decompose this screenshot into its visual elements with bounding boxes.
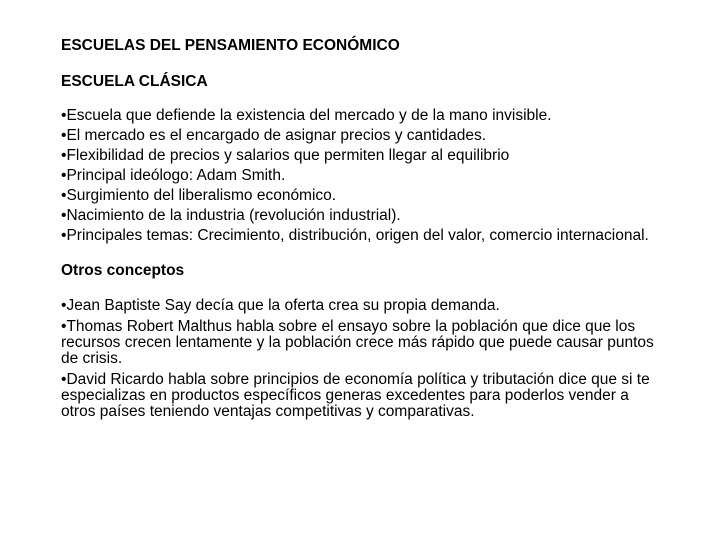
- list-item: [61, 208, 661, 224]
- bullet-dot: •: [61, 371, 67, 388]
- list-item-text: El mercado es el encargado de asignar precios y cantidades.: [66, 127, 487, 144]
- otros-bullet-list: [61, 298, 661, 420]
- list-item: [61, 228, 661, 244]
- slide-content: [61, 30, 661, 425]
- clasica-bullet-list: [61, 108, 661, 244]
- list-item-text: Surgimiento del liberalismo económico.: [66, 187, 337, 204]
- list-item: [61, 298, 661, 314]
- list-item: [61, 319, 661, 367]
- list-item: [61, 108, 661, 124]
- list-item: [61, 168, 661, 184]
- slide-title: ESCUELAS DEL PENSAMIENTO ECONÓMICO: [61, 37, 400, 54]
- list-item-text: Principal ideólogo: Adam Smith.: [66, 167, 286, 184]
- list-item-text: Flexibilidad de precios y salarios que permiten llegar al equilibrio: [66, 147, 510, 164]
- list-item: [61, 372, 661, 420]
- section-heading-otros-conceptos: Otros conceptos: [61, 262, 185, 279]
- bullet-dot: •: [61, 147, 67, 164]
- bullet-dot: •: [61, 107, 67, 124]
- list-item: [61, 188, 661, 204]
- list-item-text: David Ricardo habla sobre principios de economía política y tributación dice que si te especializas en productos específicos generas excedentes para poderlos vender a otros países teniendo ventajas competitivas y comparativas.: [61, 371, 650, 420]
- bullet-dot: •: [61, 187, 67, 204]
- bullet-dot: •: [61, 227, 67, 244]
- list-item-text: Thomas Robert Malthus habla sobre el ensayo sobre la población que dice que los recursos crecen lentamente y la población crece más rápido que puede causar puntos de crisis.: [61, 318, 654, 367]
- bullet-dot: •: [61, 318, 67, 335]
- list-item-text: Nacimiento de la industria (revolución industrial).: [66, 207, 401, 224]
- list-item-text: Jean Baptiste Say decía que la oferta crea su propia demanda.: [66, 297, 500, 314]
- list-item: [61, 148, 661, 164]
- bullet-dot: •: [61, 167, 67, 184]
- list-item-text: Escuela que defiende la existencia del mercado y de la mano invisible.: [66, 107, 552, 124]
- list-item-text: Principales temas: Crecimiento, distribución, origen del valor, comercio internacional.: [66, 227, 649, 244]
- list-item: [61, 128, 661, 144]
- bullet-dot: •: [61, 297, 67, 314]
- bullet-dot: •: [61, 127, 67, 144]
- bullet-dot: •: [61, 207, 67, 224]
- section-heading-escuela-clasica: ESCUELA CLÁSICA: [61, 73, 208, 90]
